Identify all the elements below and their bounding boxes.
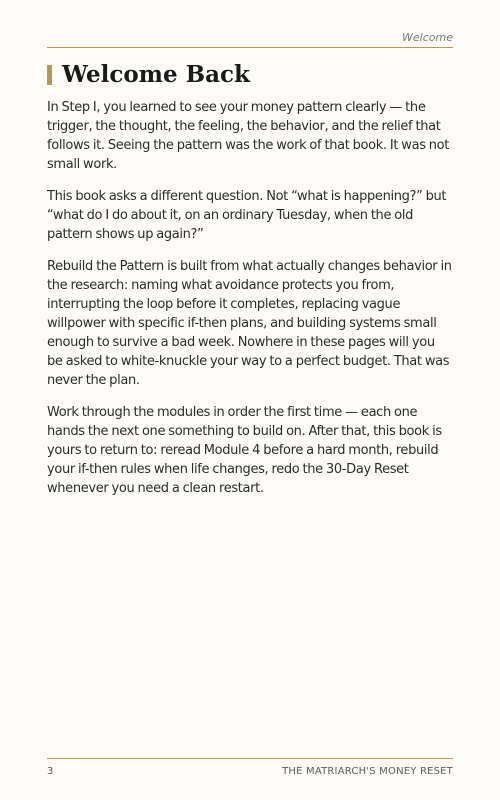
paragraph-1: In Step I, you learned to see your money pattern clearly — the trigger, the thought, the feeling, the behavior, and the relief that follows it. Seeing the pattern was the work of that book. It was not small work. xyxy=(47,100,450,172)
footer-divider xyxy=(47,758,453,759)
running-head: Welcome xyxy=(402,31,453,44)
paragraph-2: This book asks a different question. Not “what is happening?” but “what do I do about it, on an ordinary Tuesday, when the old pattern shows up again?” xyxy=(47,189,447,242)
paragraph-3: Rebuild the Pattern is built from what actually changes behavior in the research: naming what avoidance protects you from, interrupting the loop before it completes, replacing vague willpower with specific if-then plans, and building systems small enough to survive a bad week. Nowhere in these pages will you be asked to white-knuckle your way to a perfect budget. That was never the plan. xyxy=(47,259,452,388)
title-block xyxy=(47,60,250,90)
page-number: 3 xyxy=(47,766,54,777)
paragraph-4: Work through the modules in order the first time — each one hands the next one something to build on. After that, this book is yours to return to: reread Module 4 before a hard month, rebuild your if-then rules when life changes, redo the 30-Day Reset whenever you need a clean restart. xyxy=(47,405,442,496)
header-divider xyxy=(47,47,453,48)
book-title: THE MATRIARCH'S MONEY RESET xyxy=(282,766,453,777)
body-text xyxy=(47,98,453,511)
title-accent-bar xyxy=(47,65,52,85)
page-title: Welcome Back xyxy=(62,61,250,88)
